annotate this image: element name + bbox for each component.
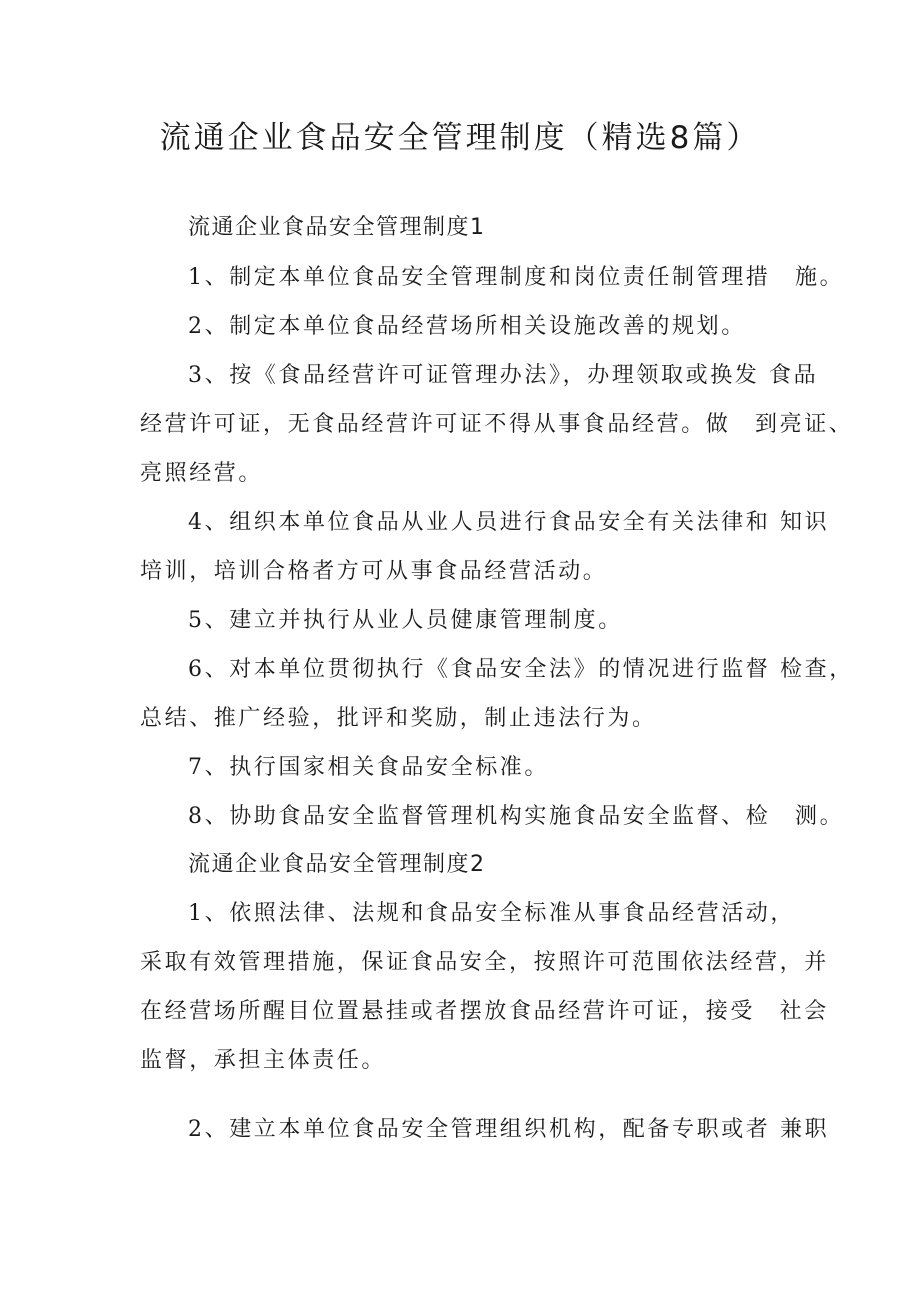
paragraph-line: 总结、推广经验，批评和奖励，制止违法行为。 xyxy=(140,706,657,731)
paragraph-line: 亮照经营。 xyxy=(140,461,264,486)
paragraph-line: 5、建立并执行从业人员健康管理制度。 xyxy=(188,608,623,633)
paragraph-line: 1、制定本单位食品安全管理制度和岗位责任制管理措 施。 xyxy=(188,265,845,290)
paragraph-line: 在经营场所醒目位置悬挂或者摆放食品经营许可证，接受 社会 xyxy=(140,999,829,1024)
paragraph-line: 监督，承担主体责任。 xyxy=(140,1048,387,1073)
paragraph-line: 3、按《食品经营许可证管理办法》，办理领取或换发 食品 xyxy=(188,363,819,388)
paragraph-line: 培训，培训合格者方可从事食品经营活动。 xyxy=(140,559,608,584)
section-heading-2: 流通企业食品安全管理制度2 xyxy=(188,852,486,877)
paragraph-line: 8、协助食品安全监督管理机构实施食品安全监督、检 测。 xyxy=(188,804,845,829)
paragraph-line: 7、执行国家相关食品安全标准。 xyxy=(188,755,549,780)
paragraph-line: 2、建立本单位食品安全管理组织机构，配备专职或者 兼职 xyxy=(188,1117,830,1142)
paragraph-line: 采取有效管理措施，保证食品安全，按照许可范围依法经营，并 xyxy=(140,950,829,975)
paragraph-line: 1、依照法律、法规和食品安全标准从事食品经营活动， xyxy=(188,901,795,926)
paragraph-line: 经营许可证，无食品经营许可证不得从事食品经营。做 到亮证、 xyxy=(140,412,854,437)
document-title: 流通企业食品安全管理制度（精选8篇） xyxy=(159,120,761,156)
section-heading-1: 流通企业食品安全管理制度1 xyxy=(188,215,486,240)
paragraph-line: 2、制定本单位食品经营场所相关设施改善的规划。 xyxy=(188,314,746,339)
paragraph-line: 6、对本单位贯彻执行《食品安全法》的情况进行监督 检查， xyxy=(188,657,854,682)
paragraph-line: 4、组织本单位食品从业人员进行食品安全有关法律和 知识 xyxy=(188,510,830,535)
